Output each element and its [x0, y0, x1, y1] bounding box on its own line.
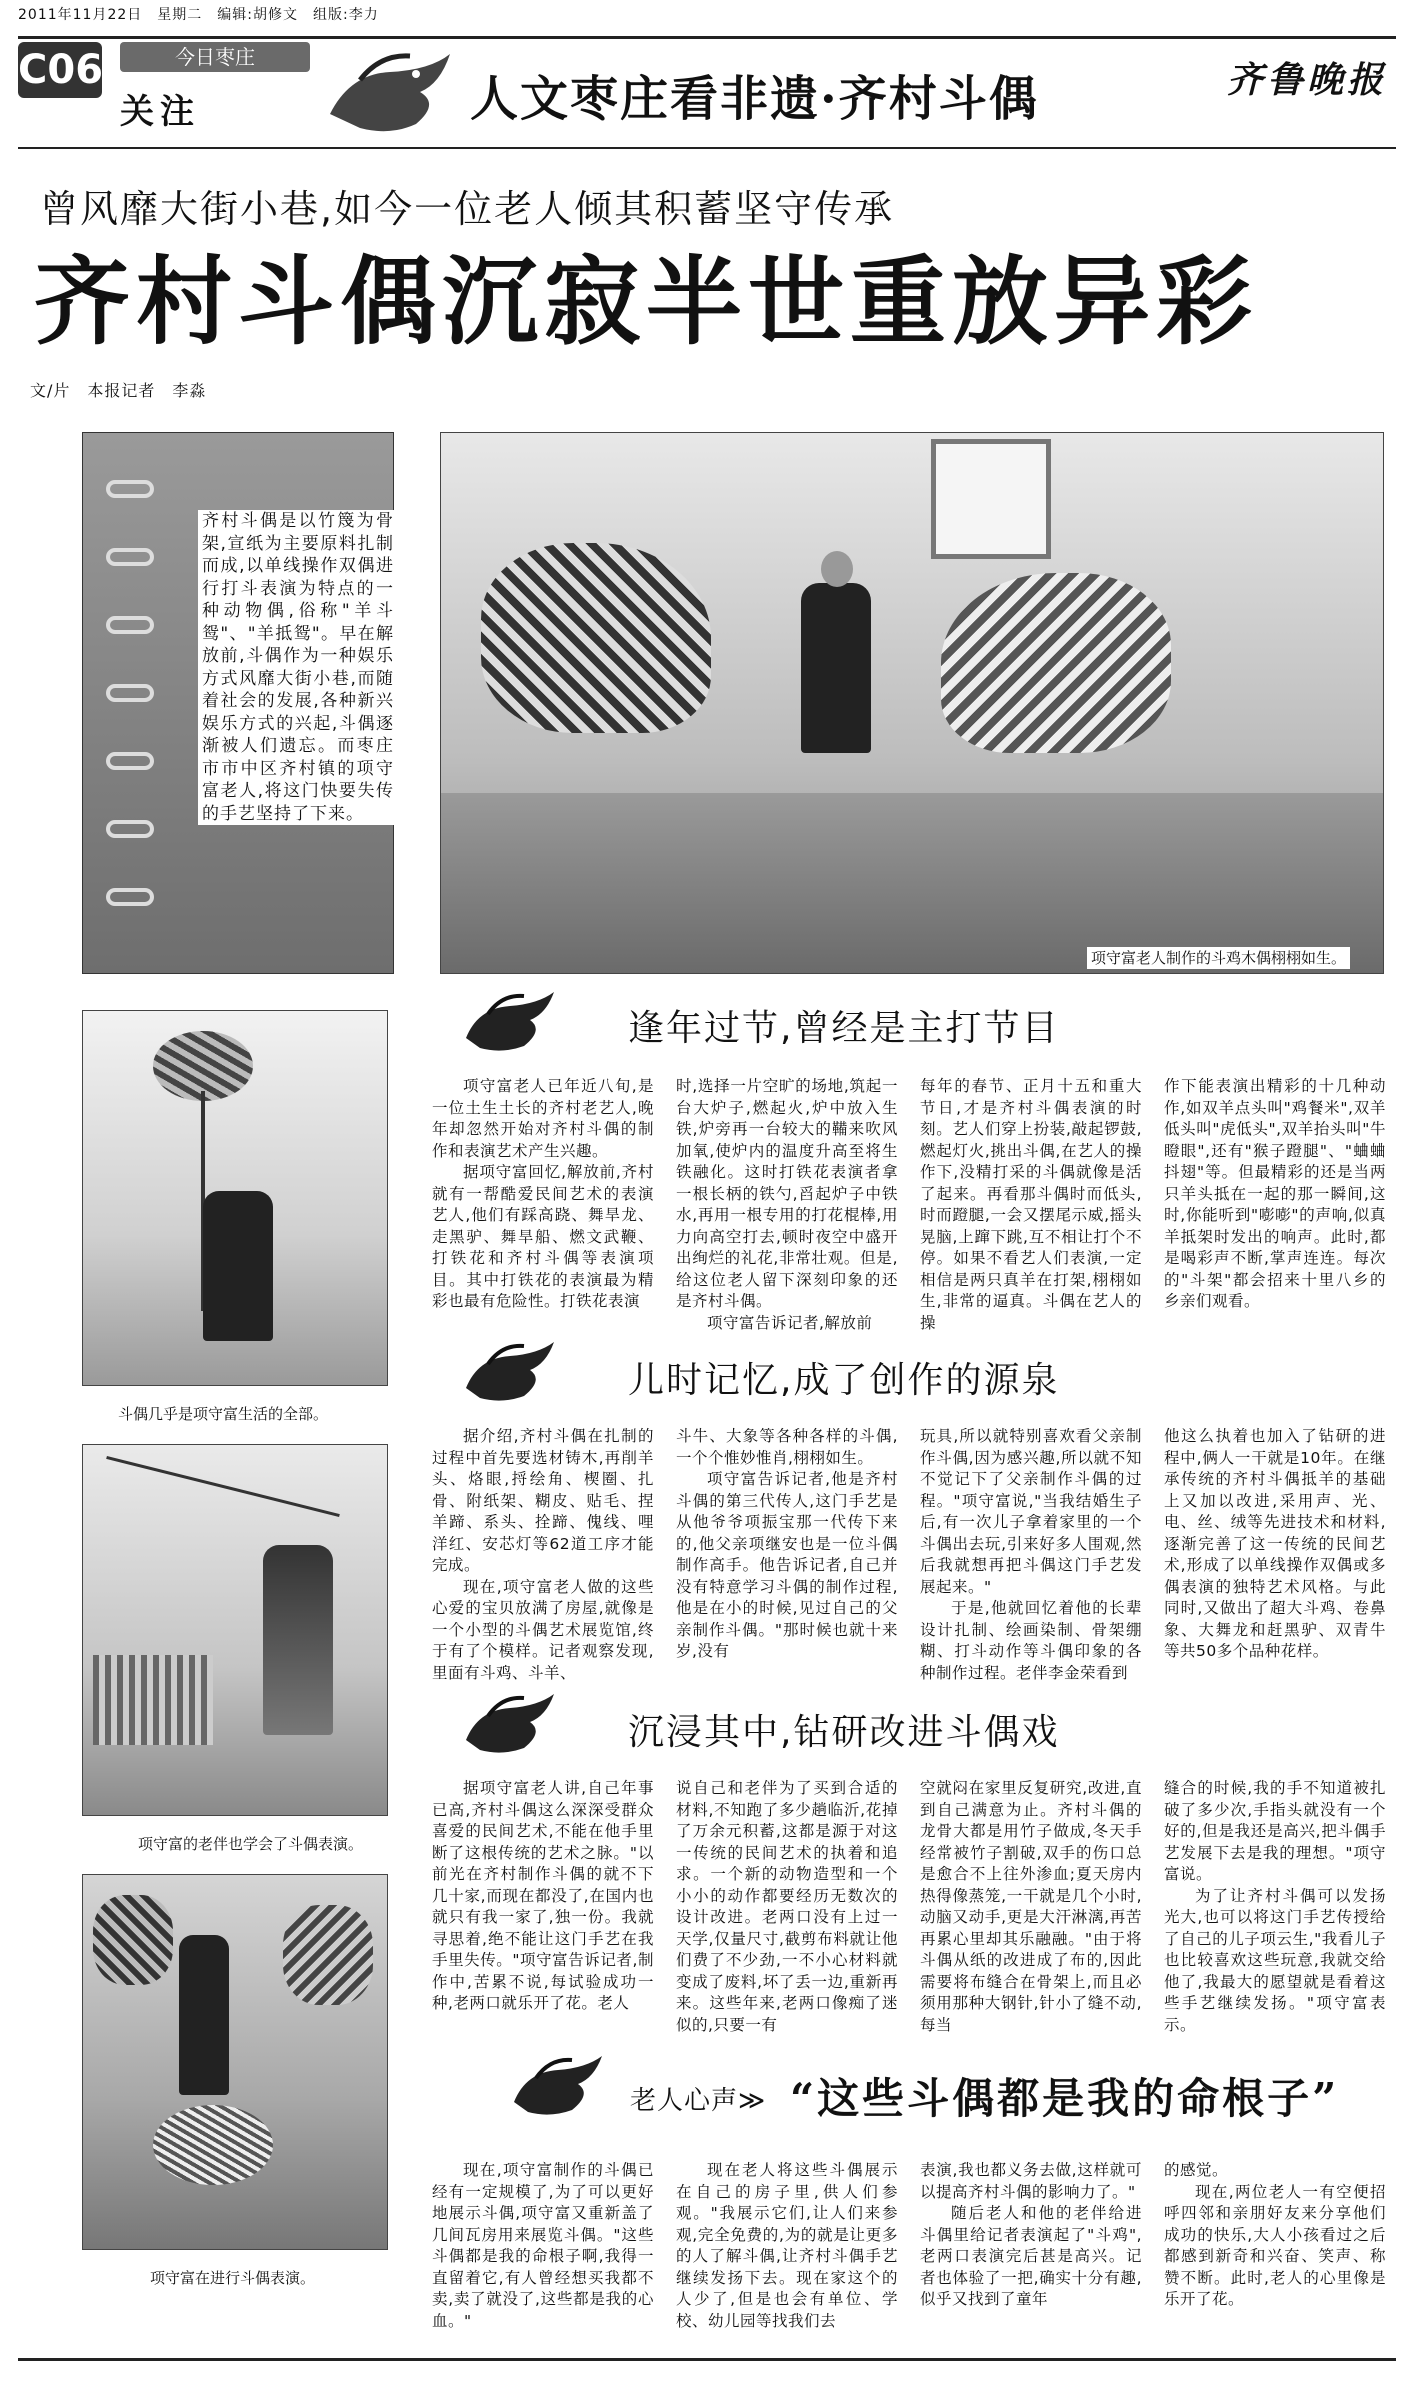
paragraph: 玩具,所以就特别喜欢看父亲制作斗偶,因为感兴趣,所以就不知不觉记下了父亲制作斗偶的过程。"项守富说,"当我结婚生子后,有一次儿子拿着家里的一个斗偶出去玩,引来好多人围观,然后我就想再把斗偶这门手艺发展起来。": [920, 1427, 1142, 1596]
paragraph: 据介绍,齐村斗偶在扎制的过程中首先要选材铸木,再削羊头、烙眼,捋绘角、楔圈、扎骨、附纸架、糊皮、贴毛、捏羊蹄、系头、拴蹄、傀线、哩洋红、安芯灯等62道工序才能完成。: [432, 1427, 654, 1574]
bottom-rule: [18, 2358, 1396, 2361]
main-photo: [440, 432, 1384, 974]
article-column: [432, 1076, 654, 1313]
side-photo-1: [82, 1010, 388, 1386]
rooster-puppet: [93, 1895, 173, 1985]
intro-text: 齐村斗偶是以竹篾为骨架,宣纸为主要原料扎制而成,以单线操作双偶进行打斗表演为特点的一种动物偶,俗称"羊斗鸳"、"羊抵鸳"。早在解放前,斗偶作为一种娱乐方式风靡大街小巷,而随着社会的发展,各种新兴娱乐方式的兴起,斗偶逐渐被人们遗忘。而枣庄市市中区齐村镇的项守富老人,将这门快要失传的手艺坚持了下来。: [198, 510, 398, 825]
section-heading-3: 沉浸其中,钻研改进斗偶戏: [628, 1712, 1060, 1753]
paragraph: 斗牛、大象等各种各样的斗偶,一个个惟妙惟肖,栩栩如生。: [676, 1427, 898, 1467]
paragraph: 时,选择一片空旷的场地,筑起一台大炉子,燃起火,炉中放入生铁,炉旁再一台较大的鞴来吹风加氧,使炉内的温度升高至将生铁融化。这时打铁花表演者拿一根长柄的铁勺,舀起炉子中铁水,再用一根专用的打花棍棒,用力向高空打去,顿时夜空中盛开出绚烂的礼花,非常壮观。但是,给这位老人留下深刻印象的还是齐村斗偶。: [676, 1077, 898, 1310]
rooster-puppet: [481, 543, 711, 733]
person: [179, 1935, 229, 2095]
article-column: [432, 2160, 654, 2332]
masthead-logo: 齐鲁晚报: [1226, 59, 1387, 101]
page-title: 人文枣庄看非遗·齐村斗偶: [470, 71, 1039, 127]
article-column: [676, 1076, 898, 1334]
paragraph: 随后老人和他的老伴给进斗偶里给记者表演起了"斗鸡",老两口表演完后甚是高兴。记者也体验了一把,确实十分有趣,似乎又找到了童年: [920, 2204, 1142, 2308]
window: [931, 439, 1051, 559]
article-column: [1164, 1426, 1386, 1663]
paragraph: 空就闷在家里反复研究,改进,直到自己满意为止。齐村斗偶的龙骨大都是用竹子做成,冬天手经常被竹子割破,双手的伤口总是愈合不上往外渗血;夏天房内热得像蒸笼,一干就是几个小时,动脑又动手,更是大汗淋漓,再苦再累心里却其乐融融。"由于将斗偶从纸的改进成了布的,因此需要将布缝合在骨架上,而且必须用那种大钢针,针小了缝不动,每当: [920, 1779, 1142, 2034]
rooster-puppet: [941, 573, 1171, 753]
main-photo-caption: 项守富老人制作的斗鸡木偶栩栩如生。: [1087, 947, 1350, 969]
article-column: [1164, 1778, 1386, 2036]
rooster-icon: [458, 988, 558, 1054]
page-number: C06: [18, 42, 102, 98]
section-label: 关注: [120, 92, 200, 132]
paragraph: 说自己和老伴为了买到合适的材料,不知跑了多少趟临沂,花掉了万余元积蓄,这都是源于对这一传统的民间艺术的执着和追求。一个新的动物造型和一个小小的动作都要经历无数次的设计改进。老两口没有上过一天学,仅量尺寸,截剪布料就让他们费了不少劲,一不小心材料就变成了废料,坏了丢一边,重新再来。这些年来,老两口像痴了迷似的,只要一有: [676, 1779, 898, 2034]
rooster-puppet: [283, 1905, 373, 2005]
paragraph: 每年的春节、正月十五和重大节日,才是齐村斗偶表演的时刻。艺人们穿上扮装,敲起锣鼓,燃起灯火,挑出斗偶,在艺人的操作下,没精打采的斗偶就像是活了起来。再看那斗偶时而低头,时而蹬腿,一会又摆尾示威,摇头晃脑,上蹿下跳,互不相让打个不停。如果不看艺人们表演,一定相信是两只真羊在打架,栩栩如生,非常的逼真。斗偶在艺人的操: [920, 1077, 1142, 1332]
notebook-rings-icon: [100, 470, 160, 950]
rooster-puppet: [153, 2105, 273, 2185]
article-column: [676, 1426, 898, 1663]
section-heading-1: 逢年过节,曾经是主打节目: [628, 1008, 1060, 1049]
paragraph: 表演,我也都义务去做,这样就可以提高齐村斗偶的影响力了。": [920, 2161, 1142, 2201]
headline: 齐村斗偶沉寂半世重放异彩: [34, 245, 1258, 358]
section-top-label: 今日枣庄: [120, 42, 310, 72]
rooster-icon: [506, 2052, 606, 2118]
paragraph: 现在,项守富制作的斗偶已经有一定规模了,为了可以更好地展示斗偶,项守富又重新盖了几间瓦房用来展览斗偶。"这些斗偶都是我的命根子啊,我得一直留着它,有人曾经想买我都不卖,卖了就没了,这些都是我的心血。": [432, 2161, 654, 2330]
person: [263, 1545, 333, 1735]
article-column: [676, 1778, 898, 2036]
paragraph: 于是,他就回忆着他的长辈设计扎制、绘画染制、骨架绷糊、打斗动作等斗偶印象的各种制作过程。老伴李金荣看到: [920, 1599, 1142, 1682]
article-column: [1164, 2160, 1386, 2311]
byline: 文/片 本报记者 李淼: [30, 381, 207, 400]
rooster-icon: [458, 1690, 558, 1756]
section-prefix: 老人心声≫: [630, 2086, 767, 2116]
paragraph: 他这么执着也加入了钻研的进程中,俩人一干就是10年。在继承传统的齐村斗偶抵羊的基础上又加以改进,采用声、光、电、丝、绒等先进技术和材料,逐渐完善了这一传统的民间艺术,形成了以单线操作双偶或多偶表演的独特艺术风格。与此同时,又做出了超大斗鸡、卷鼻象、大舞龙和赶黑驴、双青牛等共50多个品种花样。: [1164, 1427, 1386, 1660]
person: [801, 583, 871, 753]
paragraph: 项守富告诉记者,他是齐村斗偶的第三代传人,这门手艺是从他爷爷项振宝那一代传下来的,他父亲项继安也是一位斗偶制作高手。他告诉记者,自己并没有特意学习斗偶的制作过程,他是在小的时候,见过自己的父亲制作斗偶。"那时候也就十来岁,没有: [676, 1470, 898, 1660]
person-head: [821, 551, 853, 587]
rooster-logo-icon: [320, 44, 460, 136]
paragraph: 的感觉。: [1164, 2161, 1229, 2179]
article-column: [920, 2160, 1142, 2311]
article-column: [432, 1426, 654, 1684]
paragraph: 作下能表演出精彩的十几种动作,如双羊点头叫"鸡餐米",双羊低头叫"虎低头",双羊抬头叫"牛瞪眼",还有"猴子蹬腿"、"蛐蛐抖翅"等。但最精彩的还是当两只羊头抵在一起的那一瞬间,这时,你能听到"嘭嘭"的声响,似真羊抵架时发出的响声。此时,都是喝彩声不断,掌声连连。每次的"斗架"都会招来十里八乡的乡亲们观看。: [1164, 1077, 1386, 1310]
puppet-rod: [106, 1456, 340, 1517]
side-photo-3: [82, 1874, 388, 2250]
paragraph: 现在老人将这些斗偶展示在自己的房子里,供人们参观。"我展示它们,让人们来参观,完全免费的,为的就是让更多的人了解斗偶,让齐村斗偶手艺继续发扬下去。现在家这个的人少了,但是也会有单位、学校、幼儿园等找我们去: [676, 2161, 898, 2330]
paragraph: 为了让齐村斗偶可以发扬光大,也可以将这门手艺传授给了自己的儿子项云生,"我看儿子也比较喜欢这些玩意,我就交给他了,我最大的愿望就是看着这些手艺继续发扬。"项守富表示。: [1164, 1886, 1386, 2034]
section-heading-2: 儿时记忆,成了创作的源泉: [628, 1360, 1060, 1401]
paragraph: 现在,两位老人一有空便招呼四邻和亲朋好友来分享他们成功的快乐,大人小孩看过之后都感到新奇和兴奋、笑声、称赞不断。此时,老人的心里像是乐开了花。: [1164, 2182, 1386, 2308]
side-caption-2: 项守富的老伴也学会了斗偶表演。: [138, 1835, 364, 1853]
article-column: [920, 1076, 1142, 1334]
article-column: [1164, 1076, 1386, 1313]
subheadline: 曾风靡大街小巷,如今一位老人倾其积蓄坚守传承: [40, 187, 895, 231]
paragraph: 现在,项守富老人做的这些心爱的宝贝放满了房屋,就像是一个小型的斗偶艺术展览馆,终于有了个模样。记者观察发现,里面有斗鸡、斗羊、: [432, 1577, 654, 1682]
person: [203, 1191, 273, 1341]
side-caption-3: 项守富在进行斗偶表演。: [150, 2269, 316, 2287]
section-heading-4: “这些斗偶都是我的命根子”: [790, 2074, 1340, 2123]
paragraph: 项守富老人已年近八旬,是一位土生土长的齐村老艺人,晚年却忽然开始对齐村斗偶的制作和表演艺术产生兴趣。: [432, 1077, 654, 1160]
article-column: [920, 1426, 1142, 1684]
paragraph: 项守富告诉记者,解放前: [707, 1313, 873, 1332]
rooster-icon: [458, 1338, 558, 1404]
paragraph: 据项守富回忆,解放前,齐村就有一帮酷爱民间艺术的表演艺人,他们有踩高跷、舞旱龙、走黑驴、舞旱船、燃文武鞭、打铁花和齐村斗偶等表演项目。其中打铁花的表演最为精彩也最有危险性。打铁花表演: [432, 1163, 654, 1310]
side-caption-1: 斗偶几乎是项守富生活的全部。: [118, 1405, 329, 1423]
date-line: 2011年11月22日 星期二 编辑:胡修文 组版:李力: [18, 7, 379, 23]
paragraph: 据项守富老人讲,自己年事已高,齐村斗偶这么深深受群众喜爱的民间艺术,不能在他手里断了这根传统的艺术之脉。"以前光在齐村制作斗偶的就不下几十家,而现在都没了,在国内也就只有我一家了,独一份。我就寻思着,绝不能让这门手艺在我手里失传。"项守富告诉记者,制作中,苦累不说,每试验成功一种,老两口就乐开了花。老人: [432, 1779, 654, 2012]
sofa: [93, 1655, 213, 1745]
article-column: [920, 1778, 1142, 2036]
side-photo-2: [82, 1444, 388, 1816]
article-column: [676, 2160, 898, 2332]
article-column: [432, 1778, 654, 2015]
paragraph: 缝合的时候,我的手不知道被扎破了多少次,手指头就没有一个好的,但是我还是高兴,把斗偶手艺发展下去是我的理想。"项守富说。: [1164, 1779, 1386, 1883]
